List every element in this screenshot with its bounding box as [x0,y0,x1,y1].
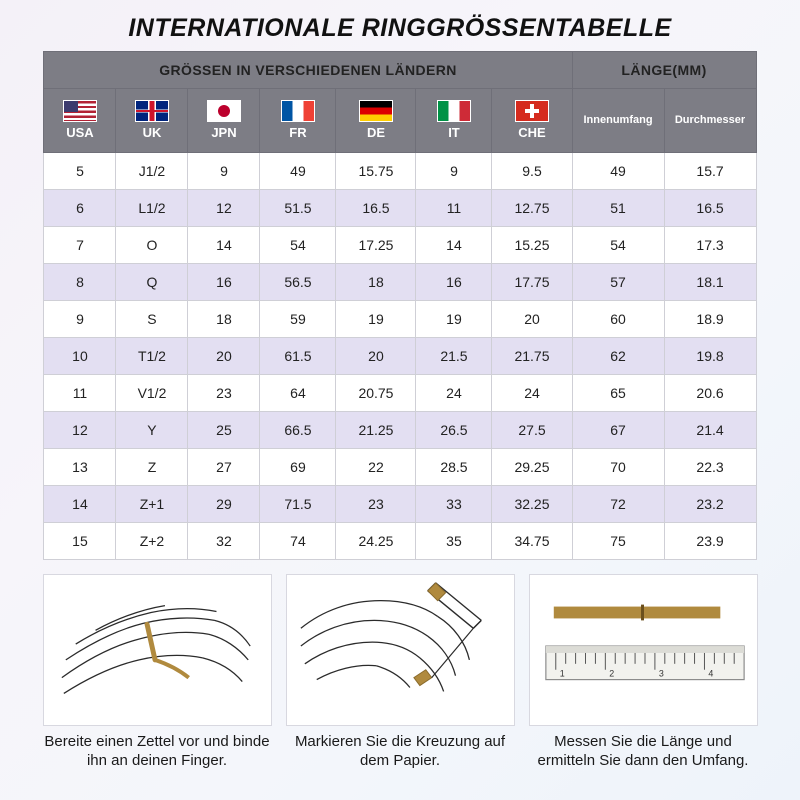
table-cell: O [116,227,188,264]
table-cell: 35 [416,523,492,560]
step-caption-3: Messen Sie die Länge und ermitteln Sie dann den Umfang. [537,733,749,770]
column-header-jpn: JPN [188,89,260,153]
table-cell: 21.5 [416,338,492,375]
hand-marking-with-pen-icon [286,574,515,726]
table-cell: Y [116,412,188,449]
table-cell: 21.4 [664,412,756,449]
flag-switzerland-icon [515,100,549,122]
table-cell: 24.25 [336,523,416,560]
table-cell: 51.5 [260,190,336,227]
step-card-2 [286,574,515,770]
column-header-it: IT [416,89,492,153]
measurement-steps [42,574,758,770]
table-row [44,153,756,190]
flag-japan-icon [207,100,241,122]
table-cell: 11 [416,190,492,227]
step-caption-2: Markieren Sie die Kreuzung auf dem Papier. [294,733,506,770]
table-cell: 21.25 [336,412,416,449]
column-header-fr: FR [260,89,336,153]
svg-text:3: 3 [658,668,664,679]
table-cell: 16.5 [336,190,416,227]
table-cell: 18.1 [664,264,756,301]
table-cell: 24 [492,375,572,412]
table-cell: 18 [188,301,260,338]
table-cell: 54 [260,227,336,264]
table-cell: 10 [44,338,116,375]
table-cell: 8 [44,264,116,301]
table-cell: 49 [572,153,664,190]
table-cell: 17.25 [336,227,416,264]
step-caption-1: Bereite einen Zettel vor und binde ihn an deinen Finger. [44,733,270,770]
column-header-usa: USA [44,89,116,153]
ruler-measuring-strip-icon [529,574,758,726]
table-cell: 66.5 [260,412,336,449]
table-cell: 25 [188,412,260,449]
column-header-che: CHE [492,89,572,153]
table-cell: 61.5 [260,338,336,375]
table-cell: 23.9 [664,523,756,560]
table-cell: 21.75 [492,338,572,375]
column-header-de: DE [336,89,416,153]
table-cell: 19 [416,301,492,338]
table-cell: 20 [188,338,260,375]
column-header-durchmesser: Durchmesser [664,89,756,153]
flag-italy-icon [437,100,471,122]
table-cell: 14 [416,227,492,264]
table-cell: 7 [44,227,116,264]
table-cell: 20 [492,301,572,338]
table-cell: 72 [572,486,664,523]
header-group-countries: GRÖSSEN IN VERSCHIEDENEN LÄNDERN [44,52,572,89]
table-cell: 27.5 [492,412,572,449]
table-cell: 32 [188,523,260,560]
table-cell: 20.75 [336,375,416,412]
table-cell: 27 [188,449,260,486]
table-cell: 15.75 [336,153,416,190]
table-cell: 22.3 [664,449,756,486]
table-cell: 75 [572,523,664,560]
flag-uk-icon [135,100,169,122]
table-cell: 29.25 [492,449,572,486]
table-cell: 51 [572,190,664,227]
flag-usa-icon [63,100,97,122]
page-title: INTERNATIONALE RINGGRÖSSENTABELLE [128,14,672,42]
table-row [44,449,756,486]
table-cell: Z+1 [116,486,188,523]
table-cell: 71.5 [260,486,336,523]
table-cell: 12 [44,412,116,449]
table-cell: 19 [336,301,416,338]
table-cell: 15.25 [492,227,572,264]
table-cell: 5 [44,153,116,190]
table-cell: 16 [416,264,492,301]
step-card-1 [43,574,272,770]
table-cell: 65 [572,375,664,412]
table-cell: 9 [188,153,260,190]
header-group-length: LÄNGE(MM) [572,52,756,89]
flag-france-icon [281,100,315,122]
table-cell: 18 [336,264,416,301]
table-cell: 17.3 [664,227,756,264]
table-row [44,412,756,449]
table-cell: 59 [260,301,336,338]
table-cell: 28.5 [416,449,492,486]
table-cell: 12 [188,190,260,227]
table-cell: V1/2 [116,375,188,412]
table-cell: 64 [260,375,336,412]
table-row [44,375,756,412]
table-cell: L1/2 [116,190,188,227]
hand-with-paper-strip-icon [43,574,272,726]
table-cell: 14 [44,486,116,523]
table-cell: 22 [336,449,416,486]
table-cell: S [116,301,188,338]
table-cell: 19.8 [664,338,756,375]
table-cell: 33 [416,486,492,523]
table-row [44,190,756,227]
table-cell: 17.75 [492,264,572,301]
table-cell: 16 [188,264,260,301]
table-cell: T1/2 [116,338,188,375]
table-cell: Q [116,264,188,301]
ring-size-table-body [44,153,756,560]
table-cell: 56.5 [260,264,336,301]
table-cell: 20.6 [664,375,756,412]
table-cell: 29 [188,486,260,523]
table-cell: 60 [572,301,664,338]
table-cell: 23.2 [664,486,756,523]
table-cell: 23 [188,375,260,412]
table-cell: 24 [416,375,492,412]
column-header-innenumfang: Innenumfang [572,89,664,153]
table-cell: 9.5 [492,153,572,190]
table-cell: Z [116,449,188,486]
table-cell: 18.9 [664,301,756,338]
table-cell: 62 [572,338,664,375]
column-header-uk: UK [116,89,188,153]
ring-size-table [43,51,756,560]
table-cell: Z+2 [116,523,188,560]
table-cell: 16.5 [664,190,756,227]
table-cell: 23 [336,486,416,523]
table-cell: 11 [44,375,116,412]
table-row [44,338,756,375]
table-cell: 15.7 [664,153,756,190]
table-cell: 6 [44,190,116,227]
table-cell: 12.75 [492,190,572,227]
table-cell: 32.25 [492,486,572,523]
svg-text:2: 2 [608,668,614,679]
table-cell: 26.5 [416,412,492,449]
table-row [44,486,756,523]
step-card-3 [529,574,758,770]
table-cell: 9 [416,153,492,190]
table-cell: 15 [44,523,116,560]
table-row [44,264,756,301]
table-cell: 14 [188,227,260,264]
table-cell: 74 [260,523,336,560]
svg-text:4: 4 [707,668,713,679]
table-cell: 20 [336,338,416,375]
table-cell: 9 [44,301,116,338]
table-row [44,227,756,264]
svg-text:1: 1 [559,668,565,679]
table-cell: 34.75 [492,523,572,560]
table-cell: 57 [572,264,664,301]
flag-germany-icon [359,100,393,122]
table-cell: J1/2 [116,153,188,190]
table-row [44,523,756,560]
table-cell: 67 [572,412,664,449]
table-cell: 69 [260,449,336,486]
table-row [44,301,756,338]
table-cell: 54 [572,227,664,264]
table-cell: 49 [260,153,336,190]
table-cell: 70 [572,449,664,486]
table-cell: 13 [44,449,116,486]
